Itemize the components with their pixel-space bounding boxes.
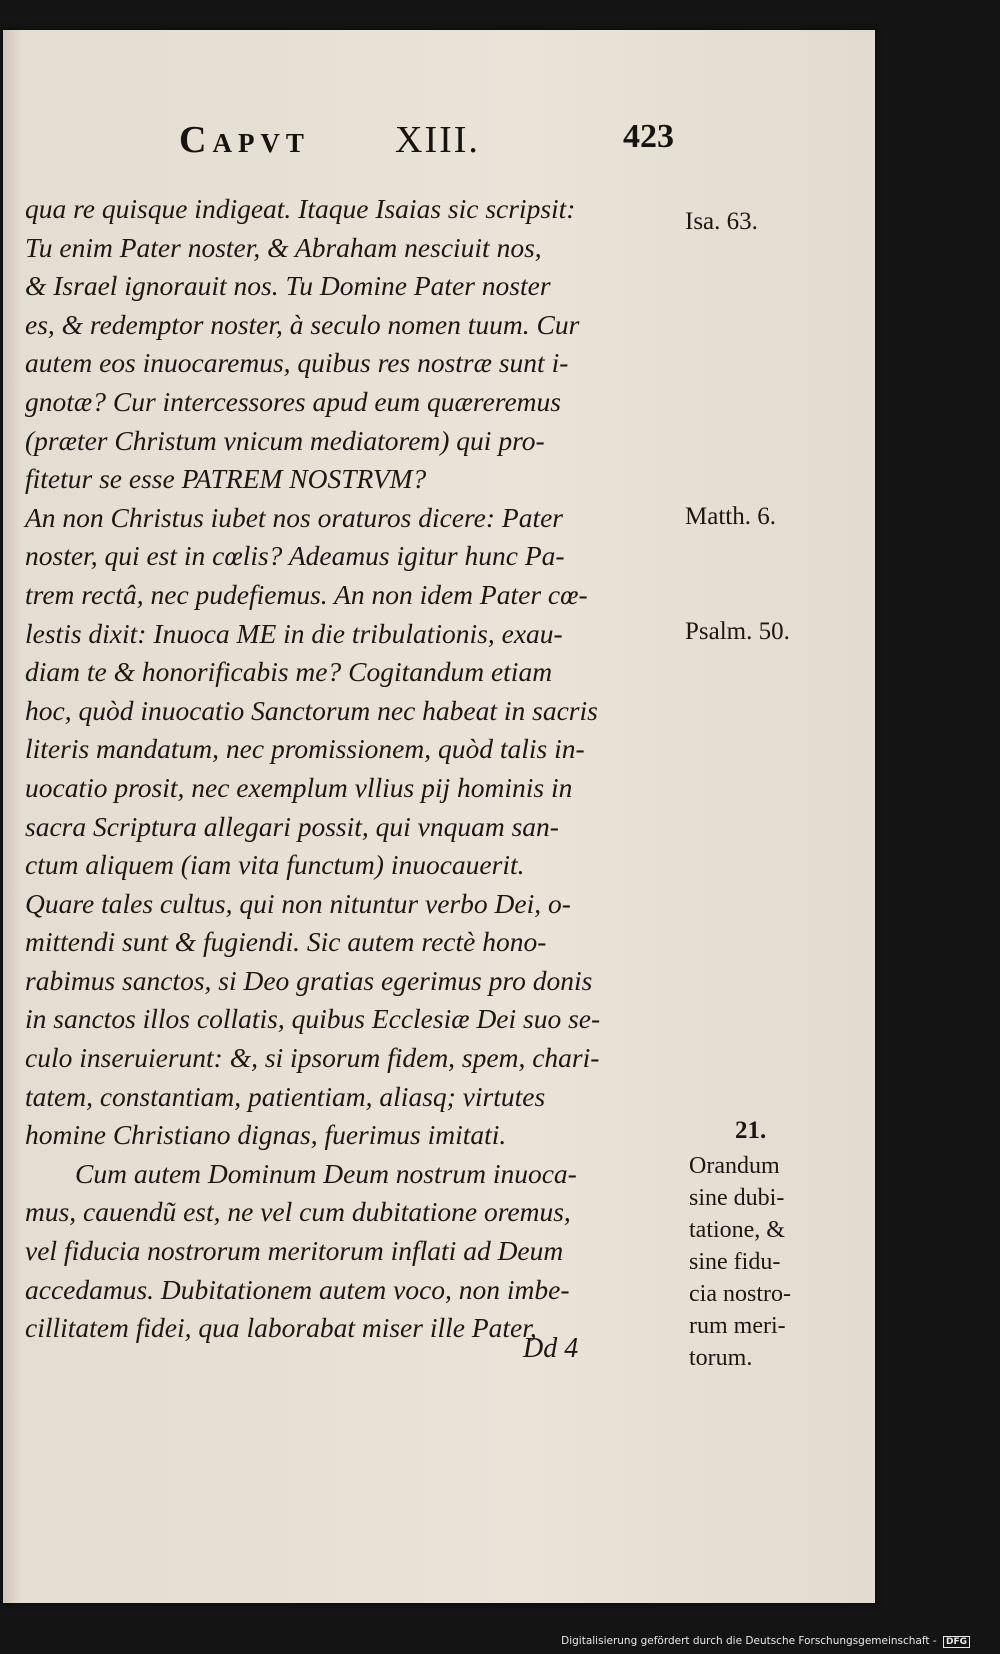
text-line: es, & redemptor noster, à seculo nomen tuum. Cur [25,308,580,340]
side-note-line: Orandum [689,1153,780,1179]
margin-ref-psalm: Psalm. 50. [685,618,790,645]
text-line: in sanctos illos collatis, quibus Ecclesiæ Dei suo se- [25,1003,601,1035]
body-text [25,190,685,1348]
folio-number: 423 [623,118,674,155]
text-line: An non Christus iubet nos oraturos dicere: Pater [25,501,564,533]
margin-side-note [689,1150,859,1374]
text-line: (præter Christum vnicum mediatorem) qui pro- [25,424,545,456]
text-line: noster, qui est in cœlis? Adeamus igitur hunc Pa- [25,540,565,572]
text-line: qua re quisque indigeat. Itaque Isaias sic scripsit: [25,193,576,224]
text-line: diam te & honorificabis me? Cogitandum etiam [25,656,553,688]
text-line: & Israel ignorauit nos. Tu Domine Pater noster [25,270,551,302]
text-line: Quare tales cultus, qui non nituntur verbo Dei, o- [25,887,571,919]
credit-text: Digitalisierung gefördert durch die Deutsche Forschungsgemeinschaft - [561,1635,937,1647]
text-line: homine Christiano dignas, fuerimus imitati. [25,1119,507,1151]
book-page [3,30,875,1603]
side-note-line: torum. [689,1345,753,1371]
text-line: mus, cauendũ est, ne vel cum dubitatione oremus, [25,1196,571,1228]
running-title: Capvt [179,119,310,161]
text-line: literis mandatum, nec promissionem, quòd talis in- [25,733,585,765]
text-line: fitetur se esse PATREM NOSTRVM? [25,463,427,495]
side-note-line: sine fidu- [689,1249,781,1275]
digitization-credit [561,1635,970,1648]
text-line: hoc, quòd inuocatio Sanctorum nec habeat in sacris [25,694,598,726]
text-line: rabimus sanctos, si Deo gratias egerimus pro donis [25,964,593,996]
page-header [3,118,875,168]
text-line: mittendi sunt & fugiendi. Sic autem rectè hono- [25,926,547,958]
side-note-line: rum meri- [689,1313,786,1339]
text-line: trem rectâ, nec pudefiemus. An non idem Pater cœ- [25,578,588,610]
text-line: Tu enim Pater noster, & Abraham nesciuit nos, [25,231,542,263]
text-line: uocatio prosit, nec exemplum vllius pij hominis in [25,771,573,803]
text-line: accedamus. Dubitationem autem voco, non imbe- [25,1273,570,1305]
text-line: vel fiducia nostrorum meritorum inflati ad Deum [25,1235,564,1267]
side-note-line: sine dubi- [689,1185,785,1211]
text-line: cillitatem fidei, qua laborabat miser ille Pater, [25,1312,537,1344]
chapter-number: XIII. [395,119,480,161]
side-note-line: tatione, & [689,1217,785,1243]
text-line: culo inseruierunt: &, si ipsorum fidem, spem, chari- [25,1042,600,1074]
text-line: gnotæ? Cur intercessores apud eum quæreremus [25,385,561,417]
signature-mark: Dd 4 [523,1333,579,1364]
margin-section-number: 21. [735,1117,767,1144]
margin-ref-matthew: Matth. 6. [685,503,776,530]
text-line: sacra Scriptura allegari possit, qui vnquam san- [25,810,559,842]
margin-ref-isaiah: Isa. 63. [685,208,758,235]
text-line: tatem, constantiam, patientiam, aliasq; virtutes [25,1080,546,1112]
dfg-logo: DFG [943,1636,970,1648]
text-line: lestis dixit: Inuoca ME in die tribulationis, exau- [25,617,563,649]
side-note-line: cia nostro- [689,1281,791,1307]
text-line: ctum aliquem (iam vita functum) inuocauerit. [25,849,525,881]
text-line: autem eos inuocaremus, quibus res nostræ sunt i- [25,347,569,379]
text-line: Cum autem Dominum Deum nostrum inuoca- [75,1157,577,1189]
